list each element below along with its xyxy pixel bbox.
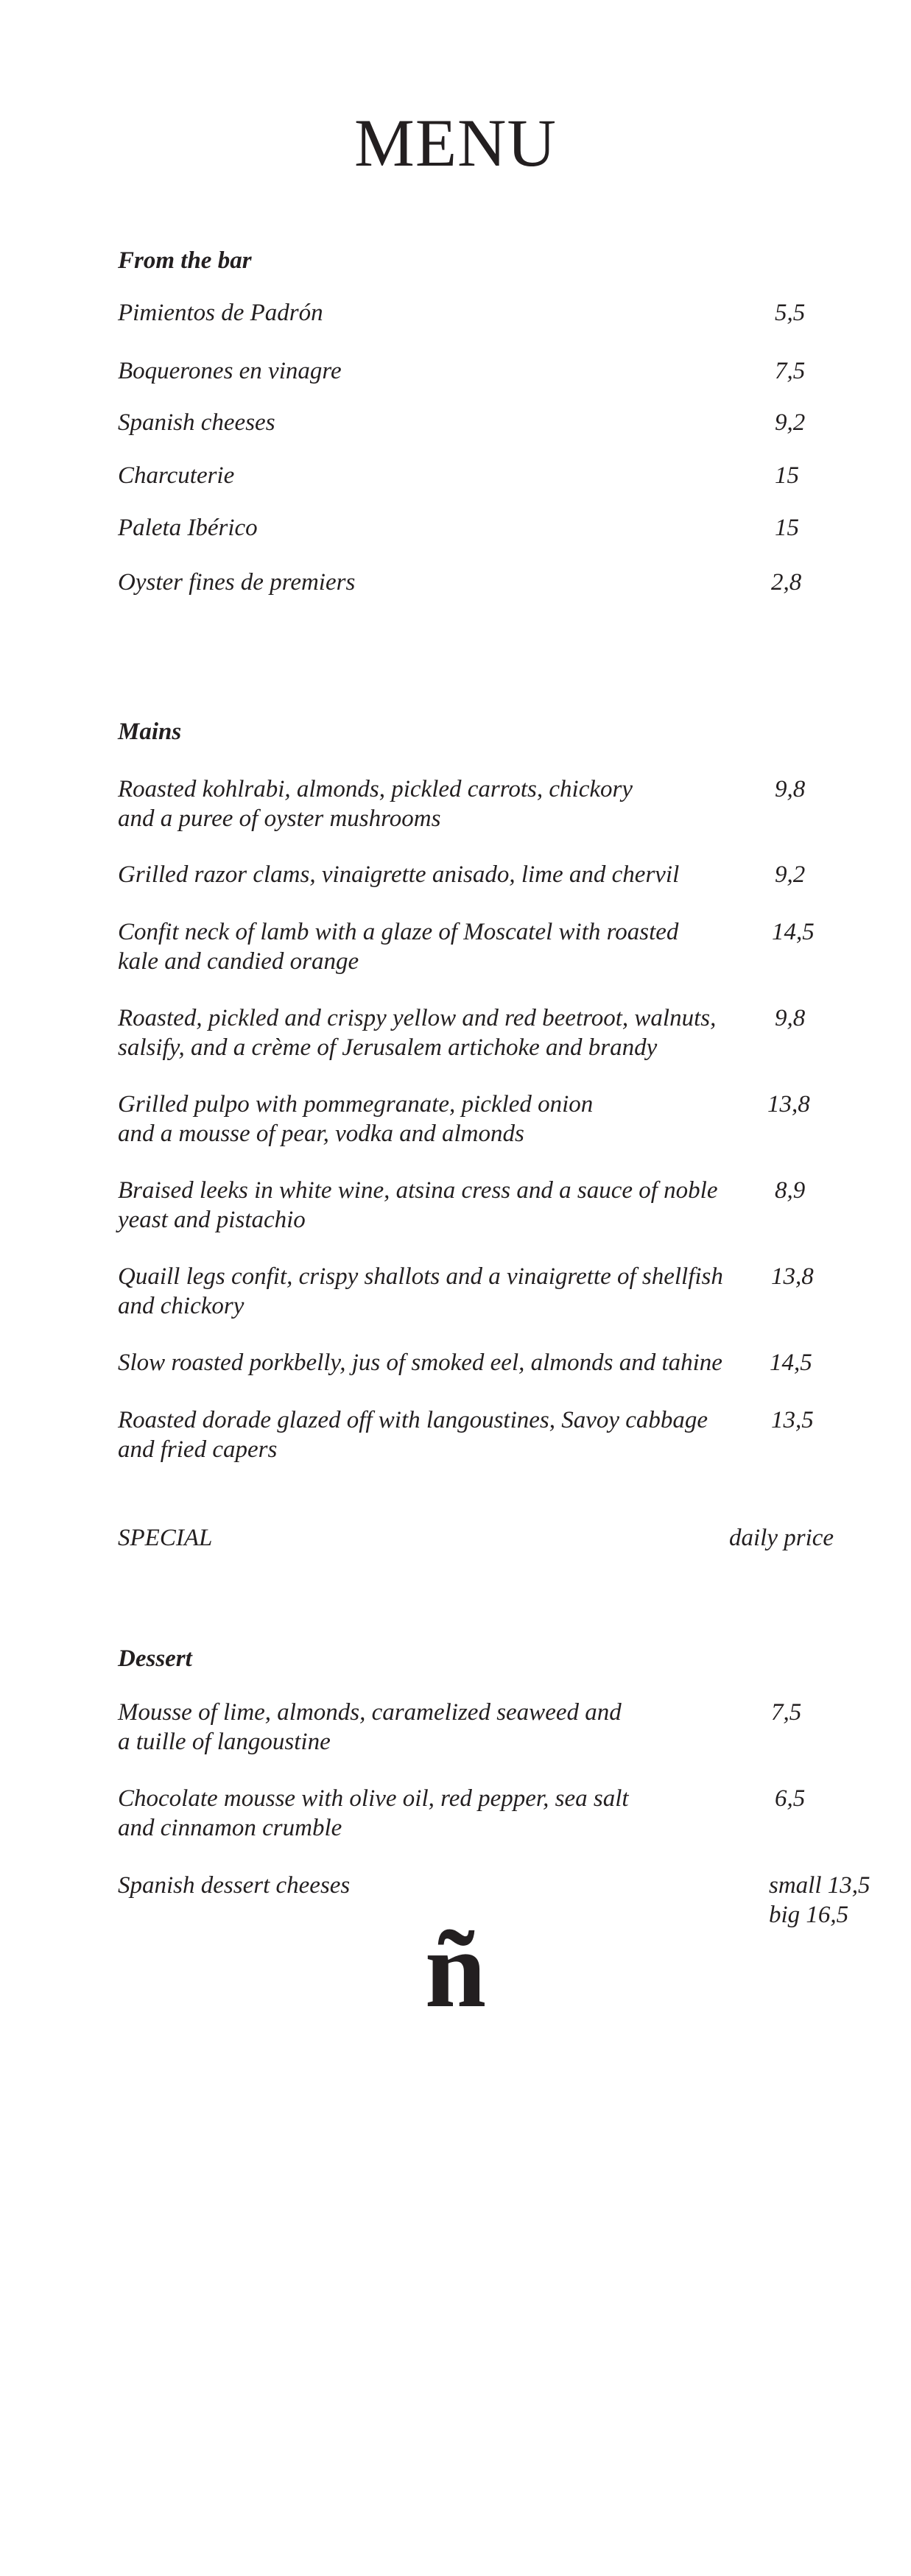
menu-item-price: 2,8 [771, 569, 802, 596]
menu-item-price: 9,2 [775, 861, 806, 888]
section-heading-dessert: Dessert [118, 1645, 192, 1672]
menu-item-price: daily price [729, 1525, 834, 1551]
menu-item-name: Roasted dorade glazed off with langoustines, Savoy cabbage and fried capers [118, 1407, 708, 1463]
menu-item-name: Grilled pulpo with pommegranate, pickled onion and a mousse of pear, vodka and almonds [118, 1091, 594, 1147]
menu-item-name: Quaill legs confit, crispy shallots and a vinaigrette of shellfish and chickory [118, 1263, 723, 1319]
menu-item-name: Boquerones en vinagre [118, 358, 342, 384]
menu-item-price: 8,9 [775, 1177, 806, 1204]
menu-title: MENU [354, 105, 557, 180]
restaurant-logo: ñ [424, 1908, 487, 2030]
menu-item-price: 15 [775, 515, 799, 541]
menu-item-price: 13,8 [767, 1091, 810, 1118]
menu-item-price: 9,8 [775, 1005, 806, 1031]
menu-item-price: 9,2 [775, 409, 806, 436]
menu-item-name: Confit neck of lamb with a glaze of Moscatel with roasted kale and candied orange [118, 919, 679, 975]
menu-item-price: 6,5 [775, 1785, 806, 1812]
menu-item-name: Oyster fines de premiers [118, 569, 356, 596]
menu-item-price: 5,5 [775, 300, 806, 326]
menu-item-name: Roasted kohlrabi, almonds, pickled carrots, chickory and a puree of oyster mushrooms [118, 776, 633, 832]
menu-item-price: 9,8 [775, 776, 806, 802]
menu-item-price: 14,5 [772, 919, 815, 945]
menu-item-price: 14,5 [770, 1349, 812, 1376]
menu-item-name: Slow roasted porkbelly, jus of smoked eel, almonds and tahine [118, 1349, 722, 1376]
menu-item-name: SPECIAL [118, 1525, 213, 1551]
menu-item-name: Spanish dessert cheeses [118, 1872, 351, 1899]
menu-item-price: 7,5 [771, 1699, 802, 1726]
menu-item-price: 15 [775, 462, 799, 489]
menu-item-name: Charcuterie [118, 462, 235, 489]
menu-item-price: 7,5 [775, 358, 806, 384]
menu-item-price: small 13,5 big 16,5 [769, 1872, 870, 1928]
menu-item-name: Spanish cheeses [118, 409, 275, 436]
menu-item-price: 13,5 [771, 1407, 814, 1433]
menu-item-price: 13,8 [771, 1263, 814, 1290]
section-heading-from-the-bar: From the bar [118, 247, 252, 274]
menu-item-name: Mousse of lime, almonds, caramelized seaweed and a tuille of langoustine [118, 1699, 622, 1755]
section-heading-mains: Mains [118, 719, 182, 745]
menu-item-name: Roasted, pickled and crispy yellow and red beetroot, walnuts, salsify, and a crème of Jerusalem artichoke and brandy [118, 1005, 717, 1061]
menu-item-name: Paleta Ibérico [118, 515, 258, 541]
menu-item-name: Braised leeks in white wine, atsina cress and a sauce of noble yeast and pistachio [118, 1177, 718, 1233]
menu-item-name: Pimientos de Padrón [118, 300, 323, 326]
menu-item-name: Grilled razor clams, vinaigrette anisado, lime and chervil [118, 861, 680, 888]
menu-item-name: Chocolate mousse with olive oil, red pepper, sea salt and cinnamon crumble [118, 1785, 629, 1841]
